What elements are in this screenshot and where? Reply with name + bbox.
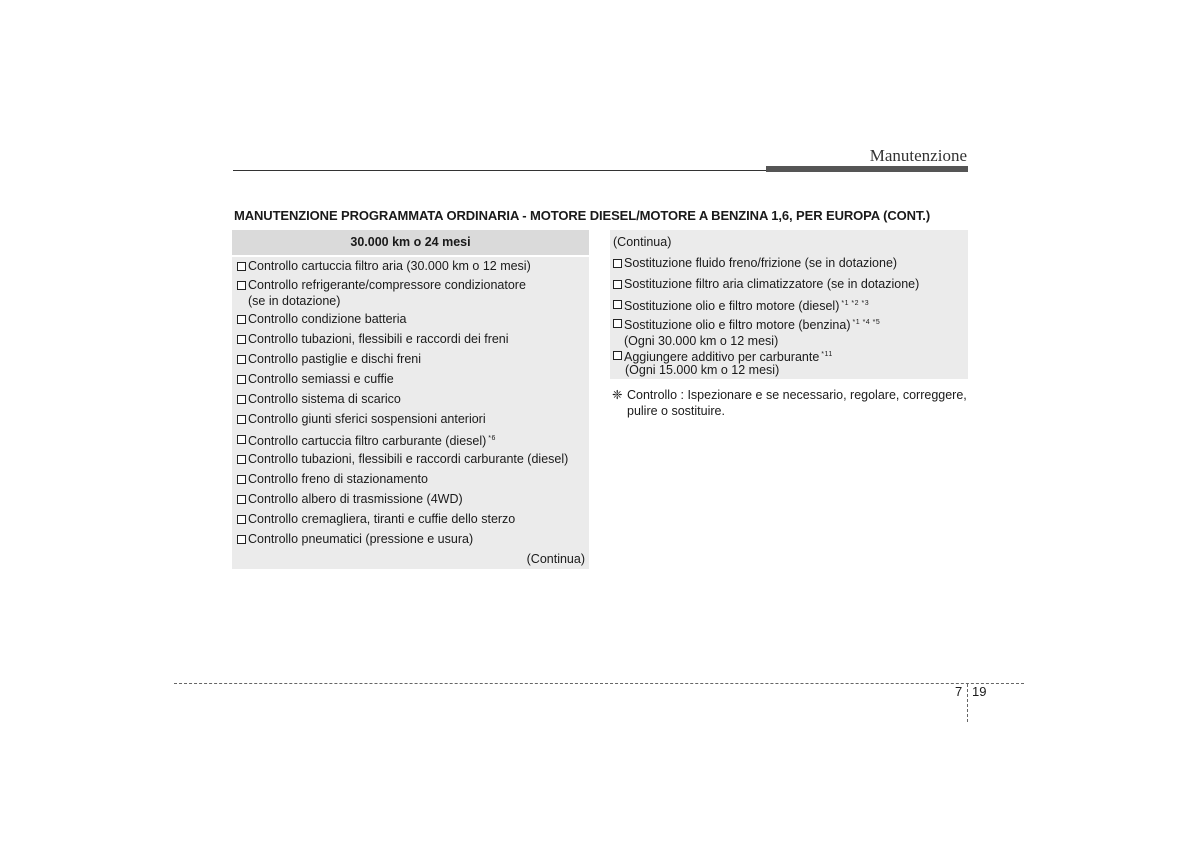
checklist-item: Aggiungere additivo per carburante $^{*11}$ (613, 347, 833, 365)
checkbox-icon (613, 300, 622, 309)
checkbox-icon (237, 415, 246, 424)
checklist-item: Controllo tubazioni, flessibili e raccordi dei freni (237, 331, 509, 347)
checklist-item: Controllo albero di trasmissione (4WD) (237, 491, 463, 507)
item-subtext: (Ogni 30.000 km o 12 mesi) (624, 334, 779, 348)
checkbox-icon (237, 315, 246, 324)
header-rule-accent (766, 166, 968, 172)
checklist-item: Controllo giunti sferici sospensioni anteriori (237, 411, 486, 427)
footnote-mark: *11 (821, 351, 833, 358)
checkbox-icon (237, 475, 246, 484)
checkbox-icon (613, 319, 622, 328)
chapter-number: 7 (955, 684, 963, 699)
note-text: Controllo : Ispezionare e se necessario, regolare, correggere, pulire o sostituire. (627, 388, 967, 418)
checkbox-icon (237, 355, 246, 364)
continua-label: (Continua) (526, 552, 585, 566)
checkbox-icon (237, 281, 246, 290)
checkbox-icon (237, 455, 246, 464)
checklist-item: Sostituzione olio e filtro motore (benzina) $^{*1 *4 *5}$ (Ogni 30.000 km o 12 mesi) (613, 315, 880, 349)
checklist-item: Controllo cremagliera, tiranti e cuffie dello sterzo (237, 511, 515, 527)
checkbox-icon (237, 395, 246, 404)
checkbox-icon (237, 515, 246, 524)
checklist-item: Controllo cartuccia filtro carburante (diesel) $^{*6}$ (237, 431, 496, 449)
checklist-item: Sostituzione filtro aria climatizzatore (se in dotazione) (613, 276, 919, 292)
checklist-item: Controllo refrigerante/compressore condizionatore (se in dotazione) (237, 277, 526, 309)
checklist-item: Controllo cartuccia filtro aria (30.000 km o 12 mesi) (237, 258, 531, 274)
schedule-right-panel (610, 230, 968, 379)
footer-dashed-rule (174, 683, 1024, 684)
section-title: Manutenzione (869, 146, 967, 165)
checkbox-icon (613, 280, 622, 289)
checkbox-icon (237, 535, 246, 544)
inspection-note (612, 387, 972, 419)
checkbox-icon (237, 335, 246, 344)
footnote-mark: *1 *2 *3 (841, 300, 870, 307)
checkbox-icon (237, 495, 246, 504)
schedule-left-panel (232, 230, 589, 569)
checkbox-icon (237, 375, 246, 384)
item-subtext: (se in dotazione) (248, 294, 341, 308)
checklist-item: Sostituzione fluido freno/frizione (se in dotazione) (613, 255, 897, 271)
continua-label: (Continua) (613, 235, 672, 249)
checkbox-icon (613, 351, 622, 360)
page-number: 19 (972, 684, 987, 699)
checkbox-icon (237, 435, 246, 444)
checklist-item: Controllo condizione batteria (237, 311, 406, 327)
footnote-mark: *6 (488, 435, 496, 442)
checklist-item: Controllo freno di stazionamento (237, 471, 428, 487)
checkbox-icon (613, 259, 622, 268)
checkbox-icon (237, 262, 246, 271)
page-divider (967, 684, 968, 722)
checklist-item: Controllo pneumatici (pressione e usura) (237, 531, 473, 547)
footnote-mark: *1 *4 *5 (852, 319, 881, 326)
checklist-item: Sostituzione olio e filtro motore (diesel) $^{*1 *2 *3}$ (613, 296, 869, 314)
interval-header: 30.000 km o 24 mesi (232, 230, 589, 257)
checklist-item: Controllo pastiglie e dischi freni (237, 351, 421, 367)
main-heading: MANUTENZIONE PROGRAMMATA ORDINARIA - MOTORE DIESEL/MOTORE A BENZINA 1,6, PER EUROPA (CONT.) (234, 208, 931, 223)
checklist-item: Controllo sistema di scarico (237, 391, 401, 407)
checklist-item: Controllo semiassi e cuffie (237, 371, 394, 387)
header-rule (233, 170, 766, 171)
checklist-item: Controllo tubazioni, flessibili e raccordi carburante (diesel) (237, 451, 568, 467)
interval-note: (Ogni 15.000 km o 12 mesi) (625, 363, 780, 377)
note-symbol-icon: ❈ (612, 388, 623, 402)
